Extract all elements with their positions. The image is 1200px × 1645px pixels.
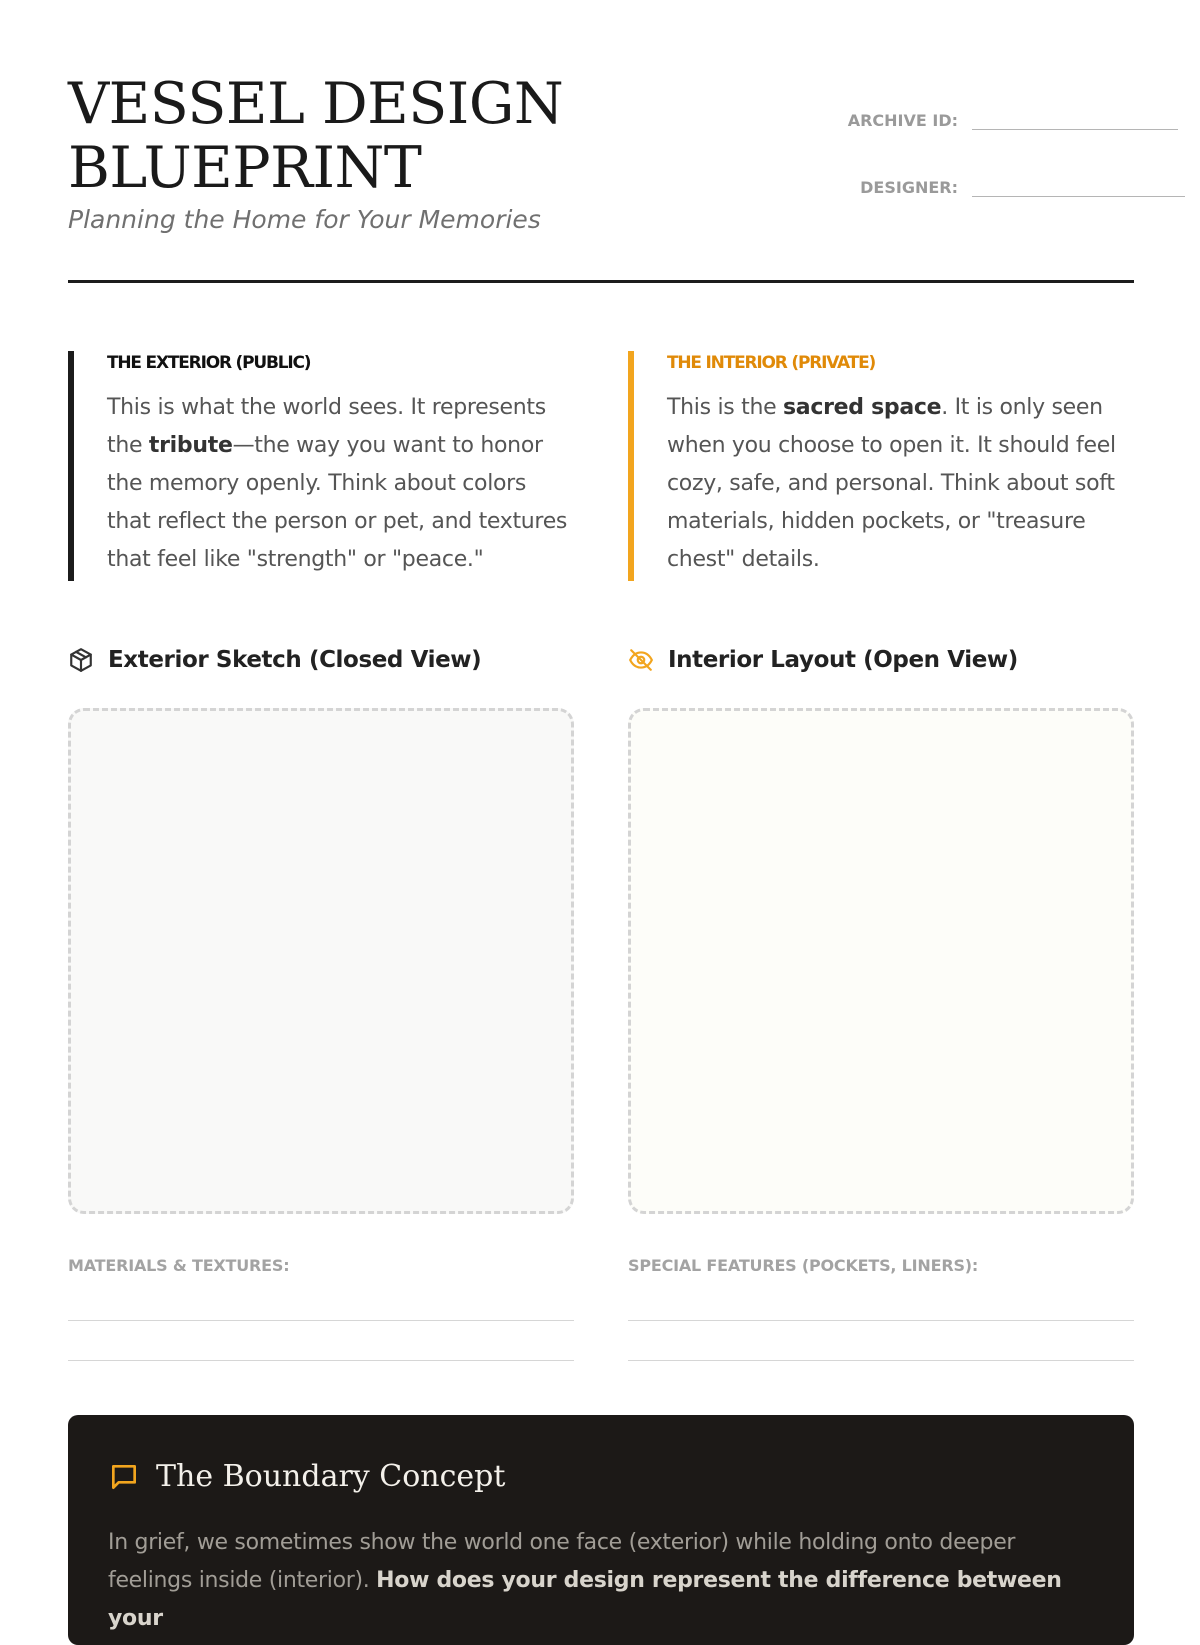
box-icon [68,647,94,673]
exterior-sketch-header [68,647,481,673]
designer-line[interactable] [972,196,1185,197]
interior-text-1: This is the [667,395,784,420]
card-header [108,1459,1094,1494]
features-label: SPECIAL FEATURES (POCKETS, LINERS): [628,1256,979,1275]
interior-description [667,389,1134,579]
speech-bubble-icon [108,1461,140,1493]
archive-id-label: ARCHIVE ID: [847,111,958,130]
page-title: VESSEL DESIGN BLUEPRINT [68,71,564,201]
boundary-concept-card [68,1415,1134,1645]
interior-sketch-area[interactable] [628,708,1134,1214]
interior-text-bold: sacred space [783,395,942,420]
exterior-intro [68,351,574,581]
worksheet-page [68,0,1134,1631]
features-line-2[interactable] [628,1360,1134,1361]
card-text: In grief, we sometimes show the world one face (exterior) while holding onto deeper feelings inside (interior). [108,1530,1016,1593]
interior-intro [628,351,1134,581]
exterior-text-2: —the way you want to honor the memory openly. Think about colors that reflect the person or pet, and textures that feel like "strength" or "peace." [107,433,568,572]
designer-field [808,175,1185,200]
exterior-sketch-area[interactable] [68,708,574,1214]
interior-text-2: . It is only seen when you choose to open it. It should feel cozy, safe, and personal. Think about soft materials, hidden pockets, or "treasure chest" details. [667,395,1116,572]
materials-label: MATERIALS & TEXTURES: [68,1256,290,1275]
exterior-sketch-title: Exterior Sketch (Closed View) [108,647,482,673]
interior-layout-title: Interior Layout (Open View) [668,647,1018,673]
materials-line-2[interactable] [68,1360,574,1361]
card-body [108,1524,1094,1638]
exterior-text-bold: tribute [148,433,233,458]
page-subtitle: Planning the Home for Your Memories [68,205,541,234]
exterior-description [107,389,574,579]
card-question: How does your design represent the difference between your [108,1568,1062,1631]
eye-off-icon [628,647,654,673]
materials-line-1[interactable] [68,1320,574,1321]
archive-id-line[interactable] [972,129,1178,130]
designer-label: DESIGNER: [860,178,958,197]
exterior-heading: THE EXTERIOR (PUBLIC) [107,353,311,373]
interior-layout-header [628,647,1018,673]
exterior-text-1: This is what the world sees. It represents the [107,395,546,458]
card-title: The Boundary Concept [156,1459,506,1494]
interior-heading: THE INTERIOR (PRIVATE) [667,353,876,373]
features-line-1[interactable] [628,1320,1134,1321]
archive-id-field [828,108,1178,133]
header-divider [68,280,1134,283]
